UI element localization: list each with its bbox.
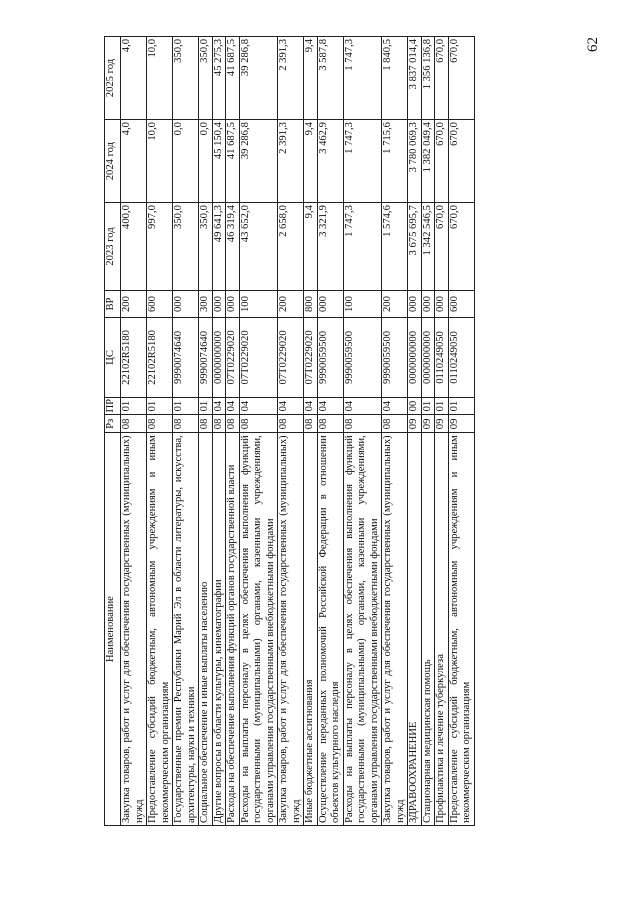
cell-vr: 000 bbox=[226, 290, 240, 317]
table-row bbox=[121, 37, 147, 826]
cell-2023: 3 675 695,7 bbox=[408, 203, 422, 291]
cell-name: Расходы на выплаты персоналу в целях обеспечения выполнения функций государственными (муниципальными) органами, казенными учреждениями, органами управления государственными внебюджетными фондами bbox=[239, 433, 278, 826]
cell-vr: 600 bbox=[448, 290, 474, 317]
cell-pr: 01 bbox=[147, 397, 173, 415]
cell-cs: 0110249050 bbox=[448, 318, 474, 397]
cell-cs: 0000000000 bbox=[421, 318, 435, 397]
table-header-row bbox=[105, 37, 121, 826]
cell-name: Расходы на обеспечение выполнения функций органов государственной власти bbox=[226, 433, 240, 826]
cell-pr: 04 bbox=[239, 397, 278, 415]
cell-name: Другие вопросы в области культуры, кинематографии bbox=[212, 433, 226, 826]
cell-2024: 3 780 069,3 bbox=[408, 120, 422, 203]
table-row bbox=[226, 37, 240, 826]
cell-2023: 3 321,9 bbox=[317, 203, 343, 291]
cell-2024: 0,0 bbox=[199, 120, 213, 203]
cell-2024: 1 715,6 bbox=[382, 120, 408, 203]
cell-pr: 01 bbox=[121, 397, 147, 415]
cell-2024: 45 150,4 bbox=[212, 120, 226, 203]
cell-name: Закупка товаров, работ и услуг для обеспечения государственных (муниципальных) нужд bbox=[278, 433, 304, 826]
cell-rz: 08 bbox=[212, 415, 226, 433]
cell-pr: 04 bbox=[226, 397, 240, 415]
cell-2024: 1 747,3 bbox=[343, 120, 382, 203]
table-row bbox=[317, 37, 343, 826]
cell-rz: 08 bbox=[173, 415, 199, 433]
cell-vr: 200 bbox=[121, 290, 147, 317]
header-rz: Рз bbox=[105, 415, 121, 433]
cell-pr: 04 bbox=[278, 397, 304, 415]
table-row bbox=[448, 37, 474, 826]
cell-2023: 350,0 bbox=[199, 203, 213, 291]
table-body bbox=[121, 37, 475, 826]
cell-name: Стационарная медицинская помощь bbox=[421, 433, 435, 826]
table-row bbox=[147, 37, 173, 826]
cell-cs: 22102R5180 bbox=[121, 318, 147, 397]
table-row bbox=[304, 37, 318, 826]
cell-pr: 04 bbox=[212, 397, 226, 415]
cell-2025: 4,0 bbox=[121, 37, 147, 120]
cell-cs: 9990059500 bbox=[382, 318, 408, 397]
header-2025: 2025 год bbox=[105, 37, 121, 120]
cell-rz: 08 bbox=[304, 415, 318, 433]
cell-cs: 07Т0229020 bbox=[239, 318, 278, 397]
table-row bbox=[382, 37, 408, 826]
cell-2023: 1 747,3 bbox=[343, 203, 382, 291]
cell-2023: 400,0 bbox=[121, 203, 147, 291]
cell-2023: 670,0 bbox=[448, 203, 474, 291]
cell-cs: 07Т0229020 bbox=[304, 318, 318, 397]
cell-2025: 2 391,3 bbox=[278, 37, 304, 120]
table-row bbox=[408, 37, 422, 826]
cell-cs: 9990074640 bbox=[199, 318, 213, 397]
table-row bbox=[239, 37, 278, 826]
cell-vr: 100 bbox=[343, 290, 382, 317]
cell-rz: 08 bbox=[226, 415, 240, 433]
cell-pr: 01 bbox=[448, 397, 474, 415]
cell-2023: 350,0 bbox=[173, 203, 199, 291]
header-2024: 2024 год bbox=[105, 120, 121, 203]
table-row bbox=[435, 37, 449, 826]
cell-cs: 22102R5180 bbox=[147, 318, 173, 397]
table-row bbox=[212, 37, 226, 826]
cell-cs: 0000000000 bbox=[212, 318, 226, 397]
cell-rz: 08 bbox=[239, 415, 278, 433]
cell-pr: 04 bbox=[382, 397, 408, 415]
cell-rz: 08 bbox=[278, 415, 304, 433]
table-row bbox=[421, 37, 435, 826]
cell-cs: 0110249050 bbox=[435, 318, 449, 397]
budget-table bbox=[104, 36, 475, 826]
cell-name: ЗДРАВООХРАНЕНИЕ bbox=[408, 433, 422, 826]
cell-2025: 3 587,8 bbox=[317, 37, 343, 120]
cell-name: Закупка товаров, работ и услуг для обеспечения государственных (муниципальных) нужд bbox=[382, 433, 408, 826]
cell-name: Закупка товаров, работ и услуг для обеспечения государственных (муниципальных) нужд bbox=[121, 433, 147, 826]
cell-2024: 9,4 bbox=[304, 120, 318, 203]
cell-2024: 0,0 bbox=[173, 120, 199, 203]
cell-name: Предоставление субсидий бюджетным, автономным учреждениям и иным некоммерческим организациям bbox=[147, 433, 173, 826]
cell-pr: 00 bbox=[408, 397, 422, 415]
cell-rz: 08 bbox=[147, 415, 173, 433]
cell-rz: 08 bbox=[121, 415, 147, 433]
cell-2023: 46 319,4 bbox=[226, 203, 240, 291]
cell-2023: 1 574,6 bbox=[382, 203, 408, 291]
cell-vr: 800 bbox=[304, 290, 318, 317]
cell-cs: 9990074640 bbox=[173, 318, 199, 397]
cell-vr: 300 bbox=[199, 290, 213, 317]
cell-pr: 04 bbox=[317, 397, 343, 415]
cell-2023: 43 652,0 bbox=[239, 203, 278, 291]
cell-2024: 670,0 bbox=[448, 120, 474, 203]
budget-table-rotated bbox=[104, 36, 564, 826]
cell-2024: 4,0 bbox=[121, 120, 147, 203]
table-row bbox=[199, 37, 213, 826]
cell-name: Государственные премии Республики Марий Эл в области литературы, искусства, архитектуры, науки и техники bbox=[173, 433, 199, 826]
cell-rz: 09 bbox=[448, 415, 474, 433]
header-name: Наименование bbox=[105, 433, 121, 826]
cell-2025: 350,0 bbox=[173, 37, 199, 120]
cell-name: Иные бюджетные ассигнования bbox=[304, 433, 318, 826]
cell-2025: 9,4 bbox=[304, 37, 318, 120]
cell-rz: 08 bbox=[199, 415, 213, 433]
cell-vr: 100 bbox=[239, 290, 278, 317]
cell-2025: 1 747,3 bbox=[343, 37, 382, 120]
cell-2023: 9,4 bbox=[304, 203, 318, 291]
header-vr: ВР bbox=[105, 290, 121, 317]
table-row bbox=[343, 37, 382, 826]
cell-2024: 670,0 bbox=[435, 120, 449, 203]
cell-cs: 9990059500 bbox=[343, 318, 382, 397]
cell-rz: 09 bbox=[408, 415, 422, 433]
cell-vr: 000 bbox=[212, 290, 226, 317]
cell-rz: 09 bbox=[435, 415, 449, 433]
cell-vr: 200 bbox=[278, 290, 304, 317]
header-pr: ПР bbox=[105, 397, 121, 415]
cell-rz: 09 bbox=[421, 415, 435, 433]
cell-name: Предоставление субсидий бюджетным, автономным учреждениям и иным некоммерческим организациям bbox=[448, 433, 474, 826]
table-row bbox=[278, 37, 304, 826]
cell-cs: 07Т0229020 bbox=[278, 318, 304, 397]
cell-2025: 1 356 136,8 bbox=[421, 37, 435, 120]
header-2023: 2023 год bbox=[105, 203, 121, 291]
cell-cs: 0000000000 bbox=[408, 318, 422, 397]
cell-name: Социальное обеспечение и иные выплаты населению bbox=[199, 433, 213, 826]
cell-2023: 1 342 546,5 bbox=[421, 203, 435, 291]
cell-vr: 000 bbox=[435, 290, 449, 317]
cell-2025: 3 837 014,4 bbox=[408, 37, 422, 120]
cell-pr: 04 bbox=[304, 397, 318, 415]
cell-rz: 08 bbox=[382, 415, 408, 433]
cell-name: Осуществление переданных полномочий Российской Федерации в отношении объектов культурного наследия bbox=[317, 433, 343, 826]
cell-2025: 670,0 bbox=[448, 37, 474, 120]
cell-2025: 39 286,8 bbox=[239, 37, 278, 120]
cell-name: Расходы на выплаты персоналу в целях обеспечения выполнения функций государственными (муниципальными) органами, казенными учреждениями, органами управления государственными внебюджетными фондами bbox=[343, 433, 382, 826]
table-row bbox=[173, 37, 199, 826]
cell-2024: 2 391,3 bbox=[278, 120, 304, 203]
cell-2025: 1 840,5 bbox=[382, 37, 408, 120]
cell-pr: 04 bbox=[343, 397, 382, 415]
cell-vr: 600 bbox=[147, 290, 173, 317]
cell-2024: 1 382 049,4 bbox=[421, 120, 435, 203]
cell-name: Профилактика и лечение туберкулеза bbox=[435, 433, 449, 826]
cell-pr: 01 bbox=[199, 397, 213, 415]
cell-vr: 000 bbox=[408, 290, 422, 317]
cell-2025: 670,0 bbox=[435, 37, 449, 120]
cell-vr: 000 bbox=[317, 290, 343, 317]
cell-cs: 9990059500 bbox=[317, 318, 343, 397]
header-cs: ЦС bbox=[105, 318, 121, 397]
cell-vr: 200 bbox=[382, 290, 408, 317]
cell-2024: 41 687,5 bbox=[226, 120, 240, 203]
cell-2023: 670,0 bbox=[435, 203, 449, 291]
cell-2024: 10,0 bbox=[147, 120, 173, 203]
cell-2025: 45 275,3 bbox=[212, 37, 226, 120]
cell-pr: 01 bbox=[173, 397, 199, 415]
cell-2024: 39 286,8 bbox=[239, 120, 278, 203]
cell-rz: 08 bbox=[317, 415, 343, 433]
cell-2025: 10,0 bbox=[147, 37, 173, 120]
cell-2024: 3 462,9 bbox=[317, 120, 343, 203]
cell-vr: 000 bbox=[421, 290, 435, 317]
page-number: 62 bbox=[585, 37, 601, 52]
cell-cs: 07Т0229020 bbox=[226, 318, 240, 397]
cell-2025: 350,0 bbox=[199, 37, 213, 120]
cell-pr: 01 bbox=[421, 397, 435, 415]
cell-2025: 41 687,5 bbox=[226, 37, 240, 120]
cell-2023: 2 658,0 bbox=[278, 203, 304, 291]
cell-vr: 000 bbox=[173, 290, 199, 317]
cell-pr: 01 bbox=[435, 397, 449, 415]
cell-2023: 997,0 bbox=[147, 203, 173, 291]
cell-rz: 08 bbox=[343, 415, 382, 433]
cell-2023: 49 641,3 bbox=[212, 203, 226, 291]
